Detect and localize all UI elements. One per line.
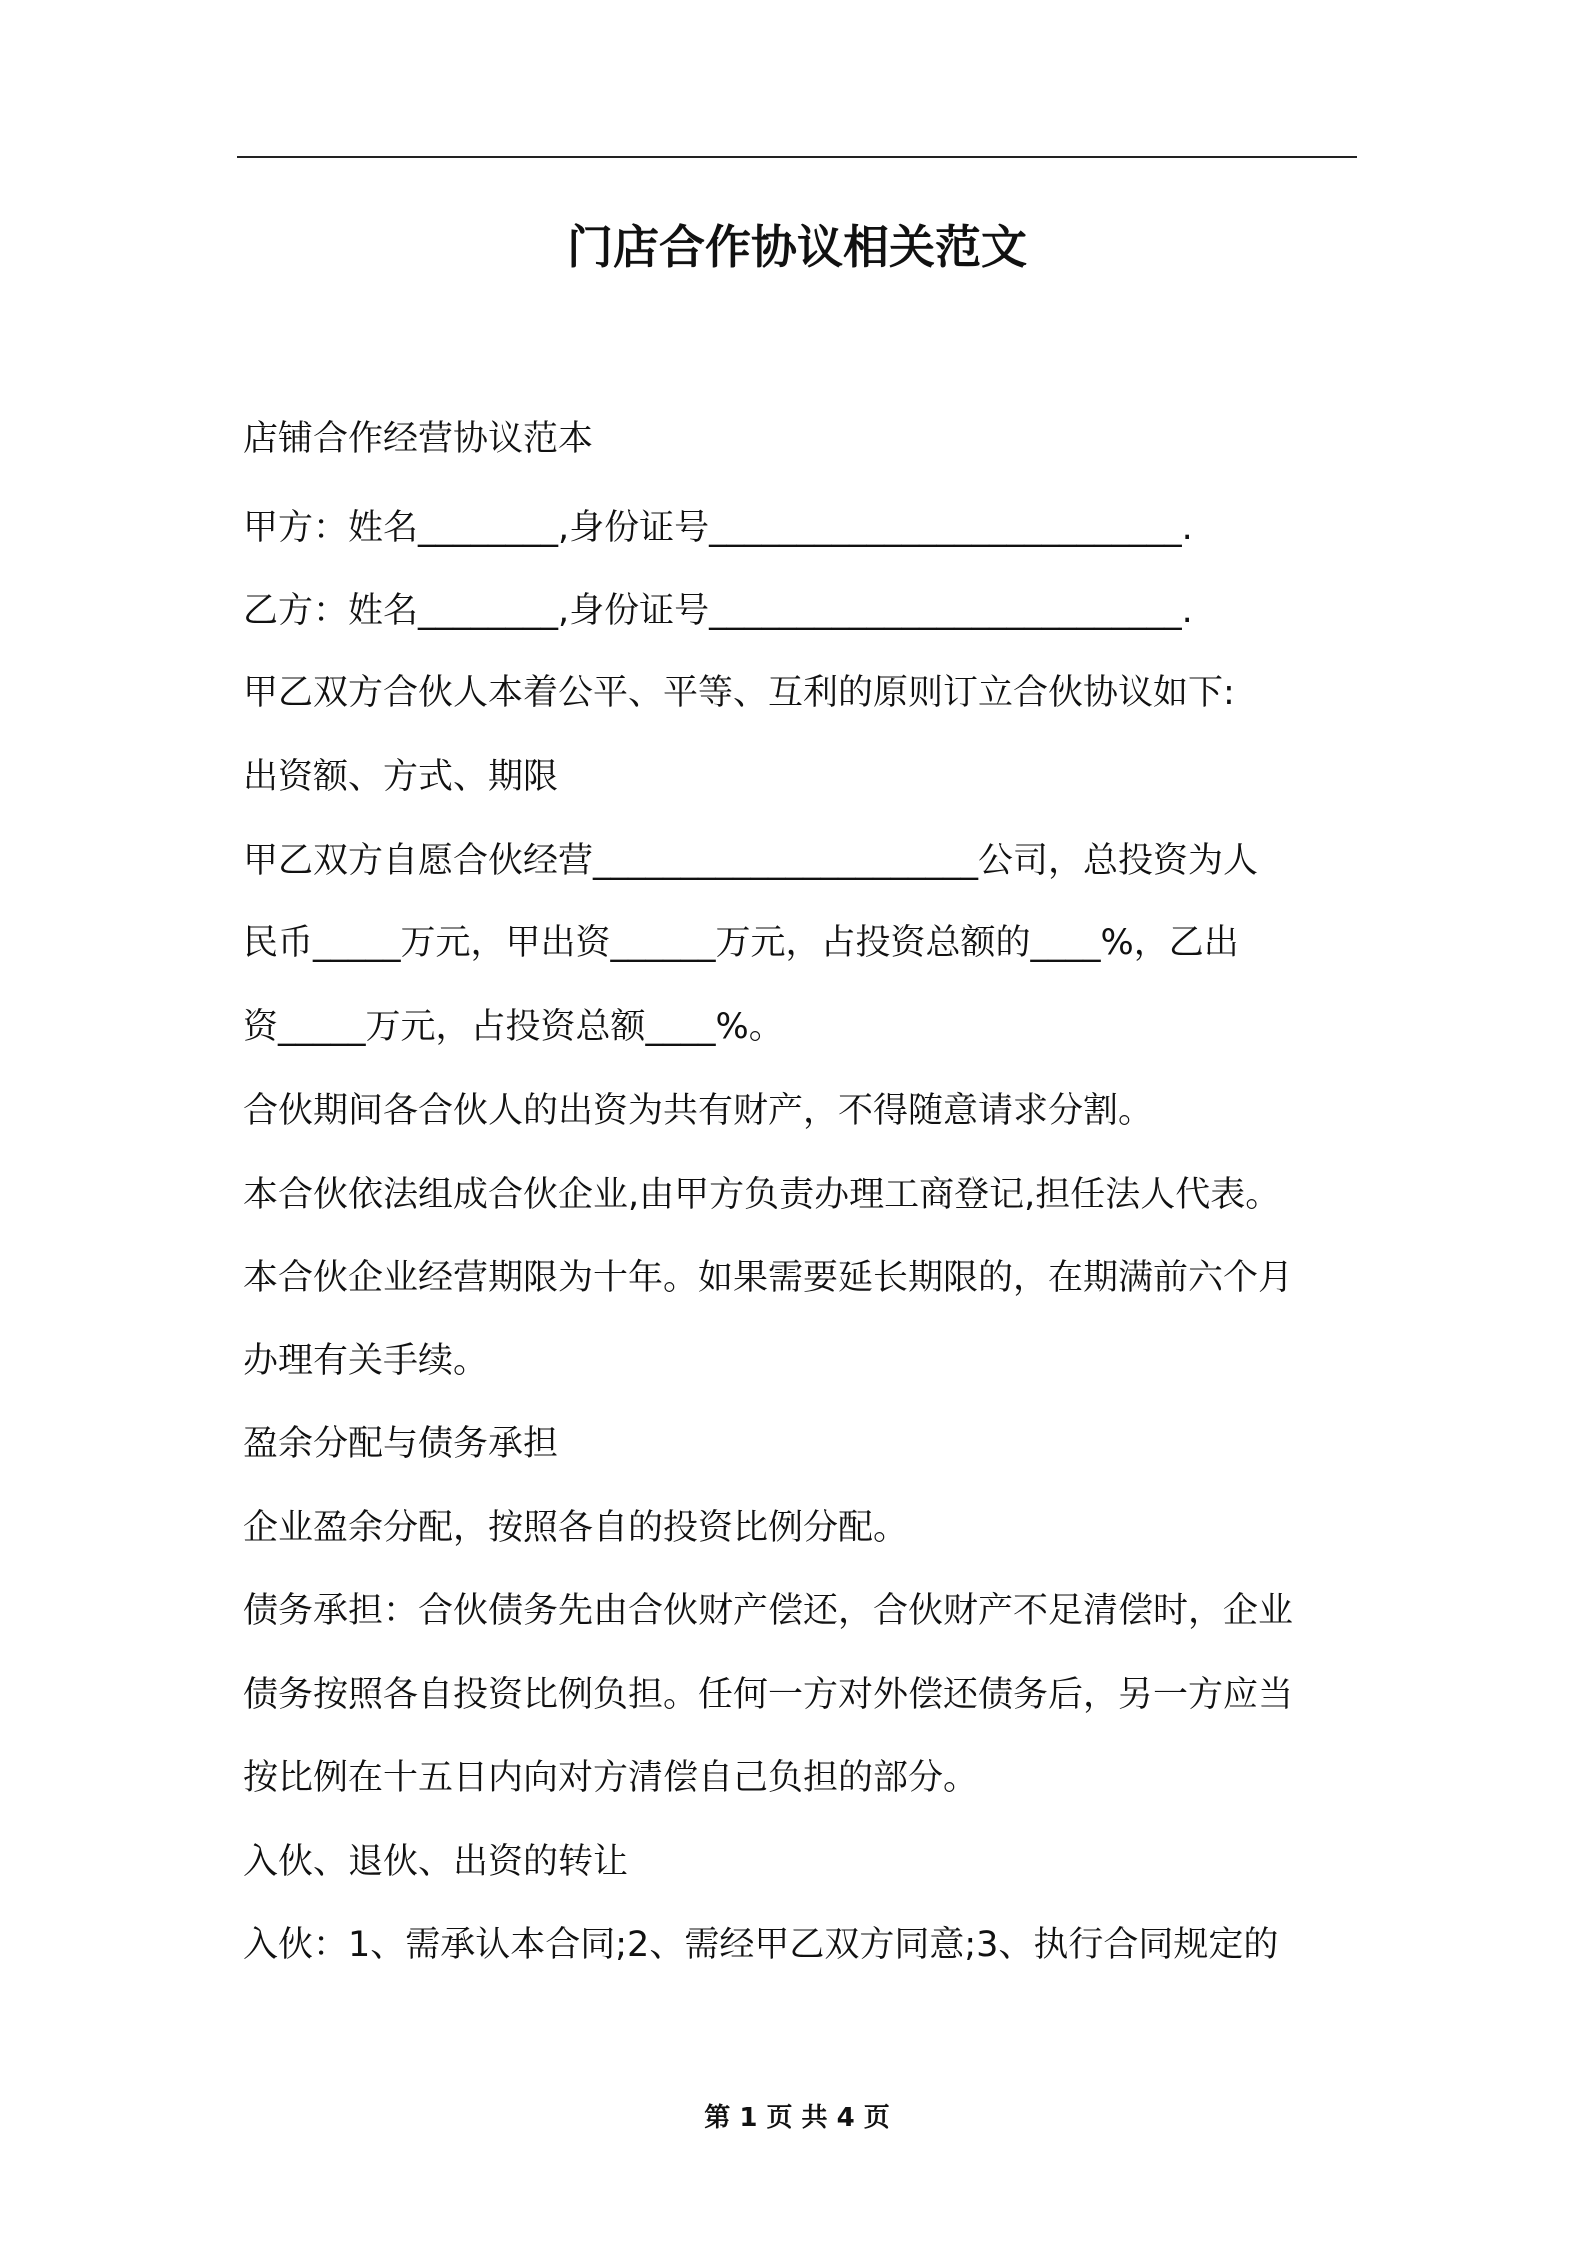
paragraph-line: 甲乙双方合伙人本着公平、平等、互利的原则订立合伙协议如下: [243,673,1235,713]
paragraph-line: 资_____万元，占投资总额____%。 [243,1007,784,1047]
paragraph-line: 本合伙企业经营期限为十年。如果需要延长期限的，在期满前六个月 [243,1258,1294,1298]
paragraph-line: 按比例在十五日内向对方清偿自己负担的部分。 [243,1758,979,1798]
paragraph-line: 甲乙双方自愿合伙经营______________________公司，总投资为人 [243,841,1259,881]
party-b-line: 乙方：姓名________,身份证号___________________________. [243,591,1193,631]
paragraph-line: 本合伙依法组成合伙企业,由甲方负责办理工商登记,担任法人代表。 [243,1175,1281,1215]
paragraph-line: 入伙：1、需承认本合同;2、需经甲乙双方同意;3、执行合同规定的 [243,1925,1279,1965]
paragraph-line: 民币_____万元，甲出资______万元，占投资总额的____%，乙出 [243,923,1239,963]
page-number-footer: 第 1 页 共 4 页 [704,2103,890,2133]
party-a-line: 甲方：姓名________,身份证号___________________________. [243,508,1193,548]
section-heading: 盈余分配与债务承担 [243,1424,559,1464]
paragraph-line: 办理有关手续。 [243,1341,489,1381]
section-heading: 店铺合作经营协议范本 [243,419,594,459]
paragraph-line: 合伙期间各合伙人的出资为共有财产，不得随意请求分割。 [243,1091,1154,1131]
paragraph-line: 债务承担：合伙债务先由合伙财产偿还，合伙财产不足清偿时，企业 [243,1591,1294,1631]
section-heading: 入伙、退伙、出资的转让 [243,1842,629,1882]
section-heading: 出资额、方式、期限 [243,757,559,797]
paragraph-line: 债务按照各自投资比例负担。任何一方对外偿还债务后，另一方应当 [243,1675,1294,1715]
header-rule [237,156,1357,158]
document-title: 门店合作协议相关范文 [567,220,1027,274]
paragraph-line: 企业盈余分配，按照各自的投资比例分配。 [243,1508,909,1548]
